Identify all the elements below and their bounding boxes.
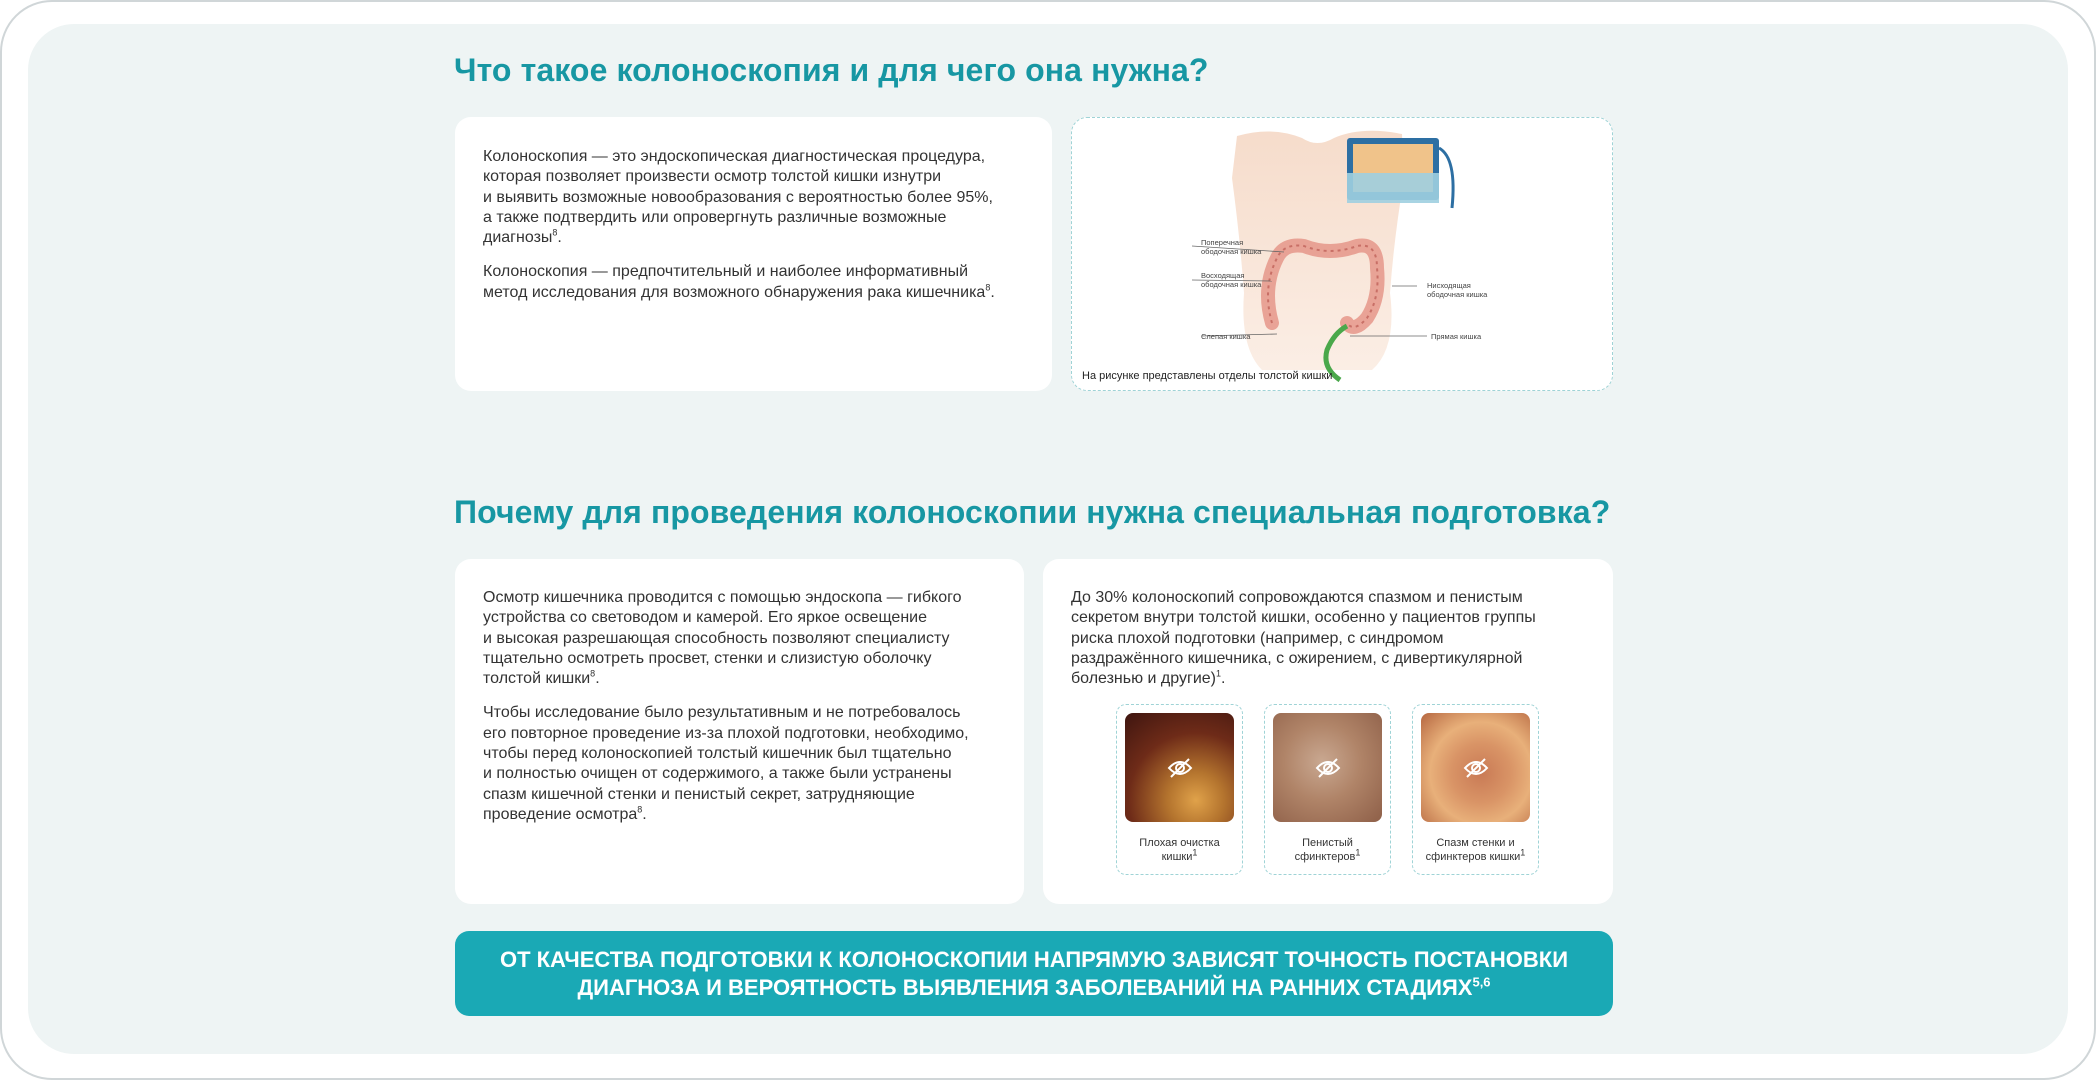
thumb-image-wall-spasm	[1421, 713, 1530, 822]
thumb-image-foamy-secretion	[1273, 713, 1382, 822]
info-card-statistics	[1043, 559, 1613, 904]
thumb-foamy-secretion[interactable]	[1264, 704, 1391, 875]
thumb-wall-spasm[interactable]	[1412, 704, 1539, 875]
info-card-definition	[455, 117, 1052, 391]
statistics-text	[1071, 588, 1601, 703]
preparation-paragraph: Чтобы исследование было результативным и не потребовалось его повторное проведение из-за плохой подготовки, необходимо, чтобы перед колоноскопией толстый кишечник был тщательно и полностью очищен от содержимого, а также были устранены спазм кишечной стенки и пенистый секрет, затрудняющие проведение осмотра$^8$.	[483, 704, 969, 823]
banner-line-1: ОТ КАЧЕСТВА ПОДГОТОВКИ К КОЛОНОСКОПИИ НАПРЯМУЮ ЗАВИСЯТ ТОЧНОСТЬ ПОСТАНОВКИ	[499, 946, 1569, 972]
thumb-caption-poor-cleansing: Плохая очистка кишки$^1$	[1139, 837, 1220, 863]
key-message-banner	[455, 931, 1613, 1016]
section-title-what-is: Что такое колоноскопия и для чего она нужна?	[454, 52, 1209, 88]
section-title-why-prep: Почему для проведения колоноскопии нужна специальная подготовка?	[454, 494, 1611, 530]
endoscope-paragraph: Осмотр кишечника проводится с помощью эндоскопа — гибкого устройства со световодом и камерой. Его яркое освещение и высокая разрешающая способность позволяют специалисту тщательно осмотреть просвет, стенки и слизистую оболочку толстой кишки$^8$.	[483, 589, 962, 688]
label-cecum: Слепая кишка	[1201, 332, 1251, 341]
eye-off-icon	[1463, 757, 1489, 779]
thumb-caption-foamy-secretion: Пенистый сфинктеров$^1$	[1294, 837, 1361, 863]
figure-caption: На рисунке представлены отделы толстой кишки	[1082, 370, 1333, 382]
info-card-endoscope	[455, 559, 1024, 904]
label-transverse-colon: Поперечная ободочная кишка	[1201, 238, 1262, 256]
banner-line-2: ДИАГНОЗА И ВЕРОЯТНОСТЬ ВЫЯВЛЕНИЯ ЗАБОЛЕВАНИЙ НА РАННИХ СТАДИЯХ$^{5,6}$	[577, 974, 1491, 1000]
endoscope-text	[483, 588, 1013, 839]
definition-text	[483, 147, 1043, 317]
anatomy-figure-card	[1071, 117, 1613, 391]
thumb-poor-cleansing[interactable]	[1116, 704, 1243, 875]
preferred-method-paragraph: Колоноскопия — предпочтительный и наиболее информативный метод исследования для возможного обнаружения рака кишечника$^8$.	[483, 263, 995, 301]
definition-paragraph: Колоноскопия — это эндоскопическая диагностическая процедура, которая позволяет произвести осмотр толстой кишки изнутри и выявить возможные новообразования с вероятностью более 95%, а также подтвердить или опровергнуть различные возможные диагнозы$^8$.	[483, 148, 993, 247]
banner-reference: 5,6	[1472, 974, 1491, 990]
label-descending-colon: Нисходящая ободочная кишка	[1427, 281, 1488, 299]
thumb-image-poor-cleansing	[1125, 713, 1234, 822]
statistics-paragraph: До 30% колоноскопий сопровождаются спазмом и пенистым секретом внутри толстой кишки, особенно у пациентов группы риска плохой подготовки (например, с синдромом раздражённого кишечника, с ожирением, с дивертикулярной болезнью и другие)$^1$.	[1071, 589, 1536, 688]
colon-anatomy-illustration	[1072, 118, 1614, 392]
label-rectum: Прямая кишка	[1431, 332, 1482, 341]
eye-off-icon	[1315, 757, 1341, 779]
thumb-caption-wall-spasm: Спазм стенки и сфинктеров кишки$^1$	[1425, 837, 1526, 863]
eye-off-icon	[1167, 757, 1193, 779]
label-ascending-colon: Восходящая ободочная кишка	[1201, 271, 1262, 289]
